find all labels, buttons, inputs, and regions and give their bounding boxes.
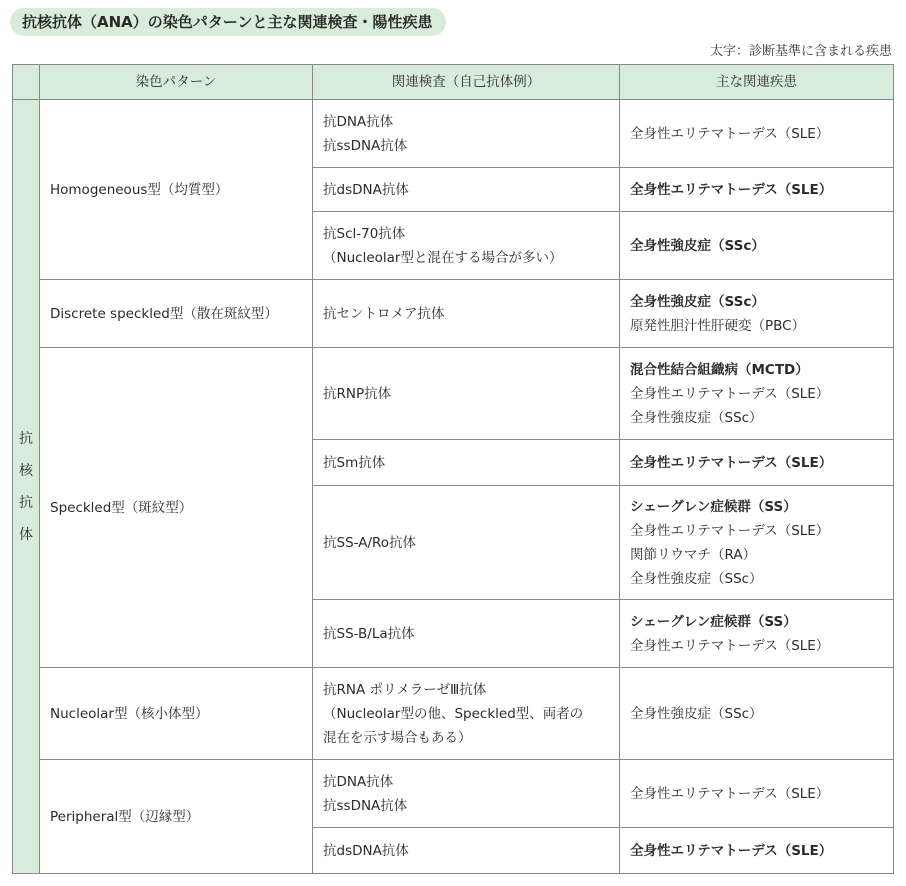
disease-cell: 全身性エリテマトーデス（SLE） [620,100,894,168]
table-row [13,760,894,828]
bold-legend-note: 太字：診断基準に含まれる疾患 [709,44,892,59]
header-disease: 主な関連疾患 [620,65,894,100]
page-title: 抗核抗体（ANA）の染色パターンと主な関連検査・陽性疾患 [10,8,446,36]
disease-cell: 全身性エリテマトーデス（SLE） [620,828,894,874]
table-row [13,280,894,348]
pattern-discrete-speckled: Discrete speckled型（散在斑紋型） [40,280,313,348]
pattern-homogeneous: Homogeneous型（均質型） [40,100,313,280]
disease-cell: 全身性エリテマトーデス（SLE） [620,168,894,212]
disease-cell: 全身性強皮症（SSc） 原発性胆汁性肝硬変（PBC） [620,280,894,348]
test-cell: 抗dsDNA抗体 [313,828,620,874]
disease-cell: 全身性エリテマトーデス（SLE） [620,440,894,486]
test-cell: 抗SS-A/Ro抗体 [313,486,620,600]
ana-pattern-table [12,64,894,874]
test-cell: 抗Sm抗体 [313,440,620,486]
pattern-nucleolar: Nucleolar型（核小体型） [40,668,313,760]
test-cell: 抗DNA抗体 抗ssDNA抗体 [313,100,620,168]
pattern-speckled: Speckled型（斑紋型） [40,348,313,668]
test-cell: 抗dsDNA抗体 [313,168,620,212]
table-row [13,348,894,440]
disease-cell: シェーグレン症候群（SS） 全身性エリテマトーデス（SLE） [620,600,894,668]
disease-cell: シェーグレン症候群（SS） 全身性エリテマトーデス（SLE） 関節リウマチ（RA） 全身性強皮症（SSc） [620,486,894,600]
disease-cell: 全身性強皮症（SSc） [620,668,894,760]
pattern-peripheral: Peripheral型（辺縁型） [40,760,313,874]
test-cell: 抗Scl-70抗体 （Nucleolar型と混在する場合が多い） [313,212,620,280]
header-test: 関連検査（自己抗体例） [313,65,620,100]
test-cell: 抗DNA抗体 抗ssDNA抗体 [313,760,620,828]
test-cell: 抗RNP抗体 [313,348,620,440]
side-char: 体 [19,526,33,543]
disease-cell: 混合性結合組織病（MCTD） 全身性エリテマトーデス（SLE） 全身性強皮症（SSc） [620,348,894,440]
table-row [13,100,894,168]
side-char: 抗 [19,430,33,447]
table-row [13,668,894,760]
test-cell: 抗SS-B/La抗体 [313,600,620,668]
disease-cell: 全身性エリテマトーデス（SLE） [620,760,894,828]
header-corner [13,65,40,100]
side-char: 核 [19,462,33,479]
side-label-antinuclear-antibody [13,100,40,874]
disease-cell: 全身性強皮症（SSc） [620,212,894,280]
test-cell: 抗セントロメア抗体 [313,280,620,348]
test-cell: 抗RNA ポリメラーゼⅢ抗体 （Nucleolar型の他、Speckled型、両者の 混在を示す場合もある） [313,668,620,760]
header-row [13,65,894,100]
header-pattern: 染色パターン [40,65,313,100]
side-char: 抗 [19,494,33,511]
